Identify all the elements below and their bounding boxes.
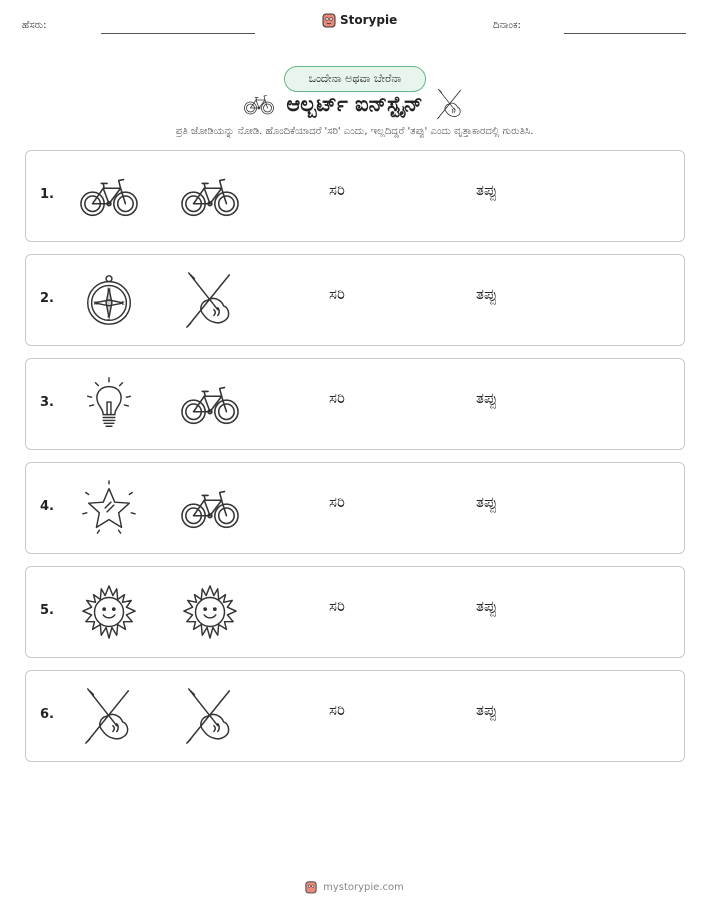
question-number: 4. (40, 499, 54, 514)
answer-correct-option[interactable]: ಸರಿ (329, 493, 345, 511)
answer-wrong-option[interactable]: ತಪ್ಪು (476, 285, 498, 303)
answer-wrong-option[interactable]: ತಪ್ಪು (476, 181, 498, 199)
bicycle-icon (179, 375, 241, 433)
star-icon (78, 479, 140, 537)
date-label: ದಿನಾಂಕ: (493, 20, 521, 31)
storypie-mascot-icon (322, 12, 336, 28)
brand-name: Storypie (340, 13, 398, 27)
answer-wrong-option[interactable]: ತಪ್ಪು (476, 389, 498, 407)
question-row (25, 254, 685, 346)
answer-correct-option[interactable]: ಸರಿ (329, 181, 345, 199)
bicycle-icon (242, 89, 276, 119)
page-title: ಆಲ್ಬರ್ಟ್ ಐನ್‌ಸ್ಟೈನ್ (286, 91, 423, 116)
violin-icon (78, 687, 140, 745)
answer-wrong-option[interactable]: ತಪ್ಪು (476, 701, 498, 719)
footer-url: mystorypie.com (323, 881, 404, 893)
sun-icon (179, 583, 241, 641)
answer-correct-option[interactable]: ಸರಿ (329, 389, 345, 407)
violin-icon (433, 87, 467, 121)
brand-logo (322, 12, 397, 28)
bicycle-icon (78, 167, 140, 225)
question-number: 2. (40, 291, 54, 306)
question-row (25, 462, 685, 554)
question-number: 3. (40, 395, 54, 410)
answer-correct-option[interactable]: ಸರಿ (329, 597, 345, 615)
question-row (25, 150, 685, 242)
name-label: ಹೆಸರು: (22, 20, 47, 31)
date-line[interactable] (564, 33, 686, 34)
sun-icon (78, 583, 140, 641)
question-row (25, 358, 685, 450)
answer-wrong-option[interactable]: ತಪ್ಪು (476, 493, 498, 511)
question-row (25, 566, 685, 658)
name-line[interactable] (101, 33, 255, 34)
violin-icon (179, 271, 241, 329)
footer (0, 880, 709, 894)
lightbulb-icon (78, 375, 140, 433)
question-row (25, 670, 685, 762)
question-number: 6. (40, 707, 54, 722)
bicycle-icon (179, 479, 241, 537)
compass-icon (78, 271, 140, 329)
answer-correct-option[interactable]: ಸರಿ (329, 701, 345, 719)
question-number: 5. (40, 603, 54, 618)
violin-icon (179, 687, 241, 745)
question-number: 1. (40, 187, 54, 202)
instructions: ಪ್ರತಿ ಜೋಡಿಯನ್ನು ನೋಡಿ. ಹೊಂದಿಕೆಯಾದರೆ 'ಸರಿ' ಎಂದು, ಇಲ್ಲದಿದ್ದರೆ 'ತಪ್ಪು' ಎಂದು ವೃತ್ತಾಕಾರದಲ್ಲಿ ಗುರುತಿಸಿ. (175, 126, 534, 137)
storypie-mascot-icon (305, 880, 317, 894)
bicycle-icon (179, 167, 241, 225)
title-row (0, 87, 709, 121)
answer-correct-option[interactable]: ಸರಿ (329, 285, 345, 303)
answer-wrong-option[interactable]: ತಪ್ಪು (476, 597, 498, 615)
worksheet-type-tag: ಒಂದೇನಾ ಅಥವಾ ಬೇರೆನಾ (284, 66, 426, 92)
